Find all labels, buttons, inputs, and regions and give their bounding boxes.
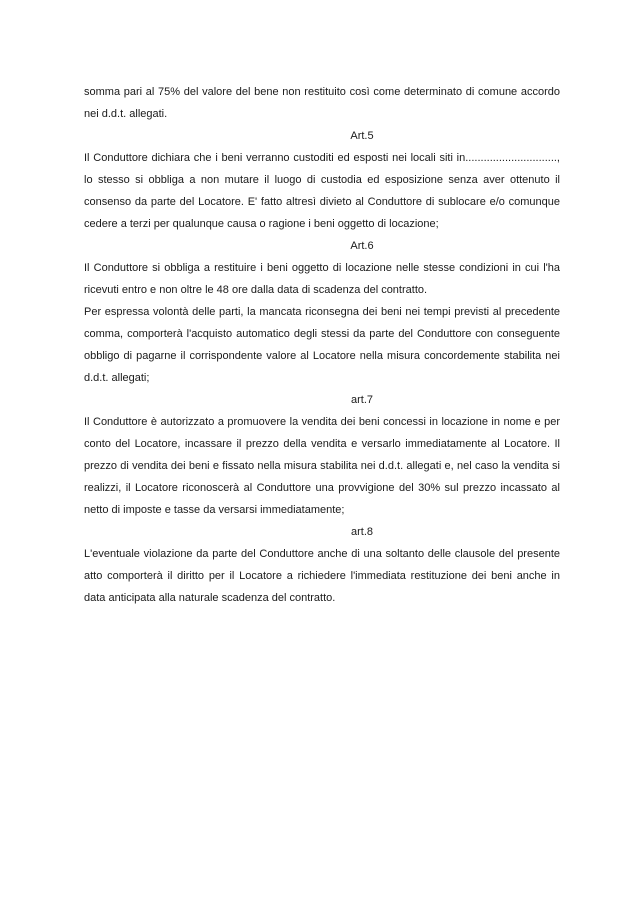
paragraph-art8: L'eventuale violazione da parte del Conduttore anche di una soltanto delle clausole del presente atto comporterà il diritto per il Locatore a richiedere l'immediata restituzione dei beni anche in data anticipata alla naturale scadenza del contratto. bbox=[84, 548, 560, 604]
heading-art8: art.8 bbox=[350, 526, 373, 538]
heading-art6: Art.6 bbox=[350, 240, 374, 252]
paragraph-art6-2: Per espressa volontà delle parti, la mancata riconsegna dei beni nei tempi previsti al precedente comma, comporterà l'acquisto automatico degli stessi da parte del Conduttore con conseguente obbligo di pagarne il corrispondente valore al Locatore nella misura concordemente stabilita nei d.d.t. allegati; bbox=[84, 306, 560, 384]
document-page bbox=[84, 81, 560, 609]
paragraph-art6-1: Il Conduttore si obbliga a restituire i beni oggetto di locazione nelle stesse condizioni in cui l'ha ricevuti entro e non oltre le 48 ore dalla data di scadenza del contratto. bbox=[84, 262, 560, 296]
paragraph-art5: Il Conduttore dichiara che i beni verranno custoditi ed esposti nei locali siti in.............................., lo stesso si obbliga a non mutare il luogo di custodia ed esposizione senza aver ottenuto il consenso da parte del Locatore. E' fatto altresì divieto al Conduttore di sublocare e/o comunque cedere a terzi per qualunque causa o ragione i beni oggetto di locazione; bbox=[84, 152, 560, 230]
paragraph-art4-end: somma pari al 75% del valore del bene non restituito così come determinato di comune accordo nei d.d.t. allegati. bbox=[84, 86, 560, 120]
heading-art7: art.7 bbox=[350, 394, 373, 406]
paragraph-art7: Il Conduttore è autorizzato a promuovere la vendita dei beni concessi in locazione in nome e per conto del Locatore, incassare il prezzo della vendita e versarlo immediatamente al Locatore. Il prezzo di vendita dei beni e fissato nella misura stabilita nei d.d.t. allegati e, nel caso la vendita si realizzi, il Locatore riconoscerà al Conduttore una provvigione del 30% sul prezzo incassato al netto di imposte e tasse da versarsi immediatamente; bbox=[84, 416, 560, 516]
heading-art5: Art.5 bbox=[350, 130, 374, 142]
